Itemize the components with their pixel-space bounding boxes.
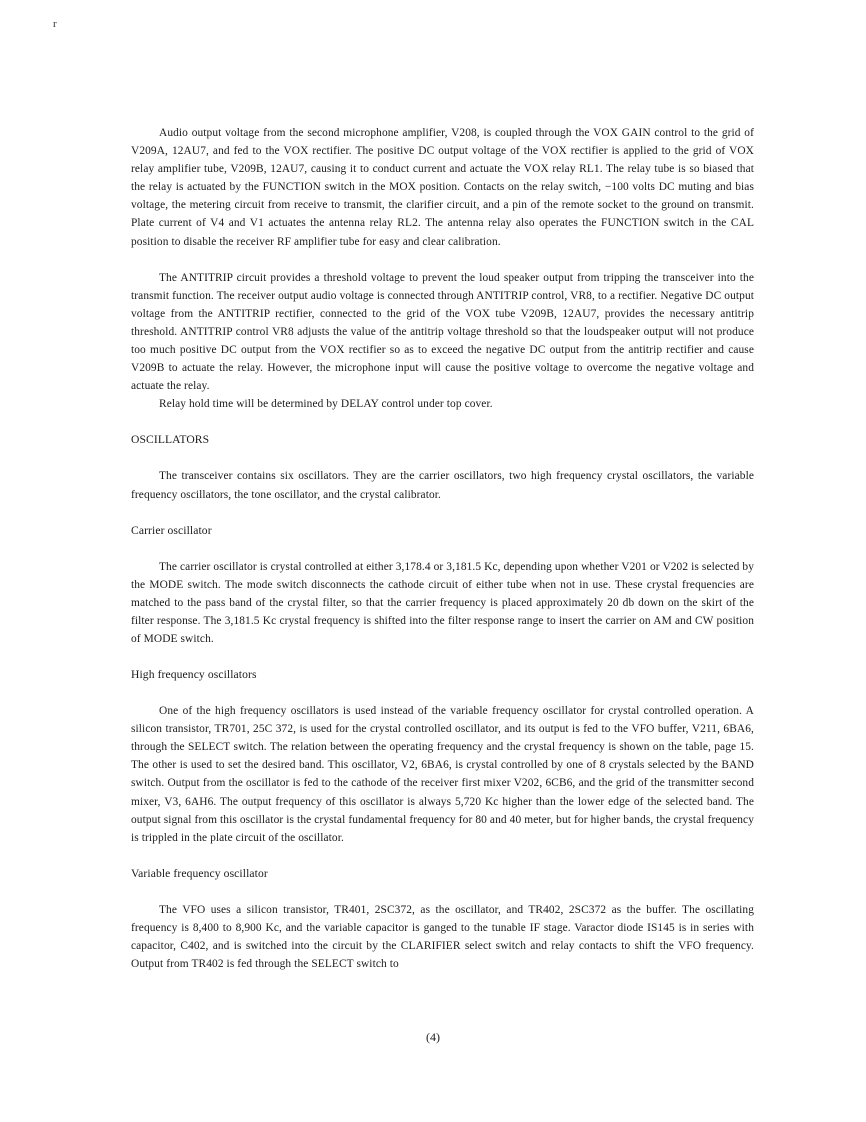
paragraph-variable-frequency-oscillator: The VFO uses a silicon transistor, TR401, 2SC372, as the oscillator, and TR402, 2SC372 as the buffer. The oscillating frequency is 8,400 to 8,900 Kc, and the variable capacitor is ganged to the tunable IF stage. Varactor diode IS145 is in series with capacitor, C402, and is switched into the circuit by the CLARIFIER select switch and relay contacts to shift the VFO frequency. Output from TR402 is fed through the SELECT switch to xyxy=(131,903,754,971)
page-number: (4) xyxy=(426,1030,440,1044)
paragraph-oscillators-overview: The transceiver contains six oscillators. They are the carrier oscillators, two high frequency crystal oscillators, the variable frequency oscillators, the tone oscillator, and the crystal calibrator. xyxy=(131,470,754,501)
document-body xyxy=(131,124,754,973)
paragraph-antitrip-circuit: The ANTITRIP circuit provides a threshold voltage to prevent the loud speaker output from tripping the transceiver into the transmit function. The receiver output audio voltage is connected through ANTITRIP control, VR8, to a rectifier. Negative DC output voltage from the ANTITRIP rectifier, connected to the grid of the VOX tube V209B, 12AU7, provides the necessary antitrip threshold. ANTITRIP control VR8 adjusts the value of the antitrip voltage threshold so that the loudspeaker output will not produce too much positive DC output from the VOX rectifier so as to exceed the negative DC output from the antitrip rectifier and cause V209B to actuate the relay. However, the microphone input will cause the positive voltage to overcome the negative voltage and actuate the relay. xyxy=(131,271,754,393)
paragraph-high-frequency-oscillators: One of the high frequency oscillators is used instead of the variable frequency oscillator for crystal controlled operation. A silicon transistor, TR701, 25C 372, is used for the crystal controlled oscillator, and its output is fed to the VFO buffer, V211, 6BA6, through the SELECT switch. The relation between the operating frequency and the crystal frequency is shown on the table, page 15. The other is used to set the desired band. This oscillator, V2, 6BA6, is crystal controlled by one of 8 crystals selected by the BAND switch. Output from the oscillator is fed to the cathode of the receiver first mixer V202, 6CB6, and the grid of the transmitter second mixer, V3, 6AH6. The output frequency of this oscillator is always 5,720 Kc higher than the lower edge of the selected band. The output signal from this oscillator is the crystal fundamental frequency for 80 and 40 meter, but for higher bands, the crystal frequency is trippled in the plate circuit of the oscillator. xyxy=(131,705,754,844)
heading-oscillators: OSCILLATORS xyxy=(131,433,210,447)
paragraph-relay-hold-time: Relay hold time will be determined by DELAY control under top cover. xyxy=(159,398,493,411)
heading-carrier-oscillator: Carrier oscillator xyxy=(131,523,212,537)
paragraph-vox-circuit: Audio output voltage from the second microphone amplifier, V208, is coupled through the VOX GAIN control to the grid of V209A, 12AU7, and fed to the VOX rectifier. The positive DC output voltage of the VOX rectifier is applied to the grid of VOX relay amplifier tube, V209B, 12AU7, causing it to conduct current and actuate the VOX relay RL1. The relay tube is so biased that the relay is actuated by the FUNCTION switch in the MOX position. Contacts on the relay switch, −100 volts DC muting and bias voltage, the metering circuit from receive to transmit, the clarifier circuit, and a pin of the remote socket to the ground on transmit. Plate current of V4 and V1 actuates the antenna relay RL2. The antenna relay also operates the FUNCTION switch in the CAL position to disable the receiver RF amplifier tube for easy and clear calibration. xyxy=(131,127,754,248)
corner-mark: r xyxy=(53,18,57,30)
paragraph-carrier-oscillator: The carrier oscillator is crystal controlled at either 3,178.4 or 3,181.5 Kc, depending upon whether V201 or V202 is selected by the MODE switch. The mode switch disconnects the cathode circuit of either tube when not in use. These crystal frequencies are matched to the pass band of the crystal filter, so that the carrier frequency is placed approximately 20 db down on the skirt of the filter response. The 3,181.5 Kc crystal frequency is shifted into the filter response range to insert the carrier on AM and CW position of MODE switch. xyxy=(131,560,754,645)
heading-variable-frequency-oscillator: Variable frequency oscillator xyxy=(131,866,268,880)
heading-high-frequency-oscillators: High frequency oscillators xyxy=(131,668,257,682)
